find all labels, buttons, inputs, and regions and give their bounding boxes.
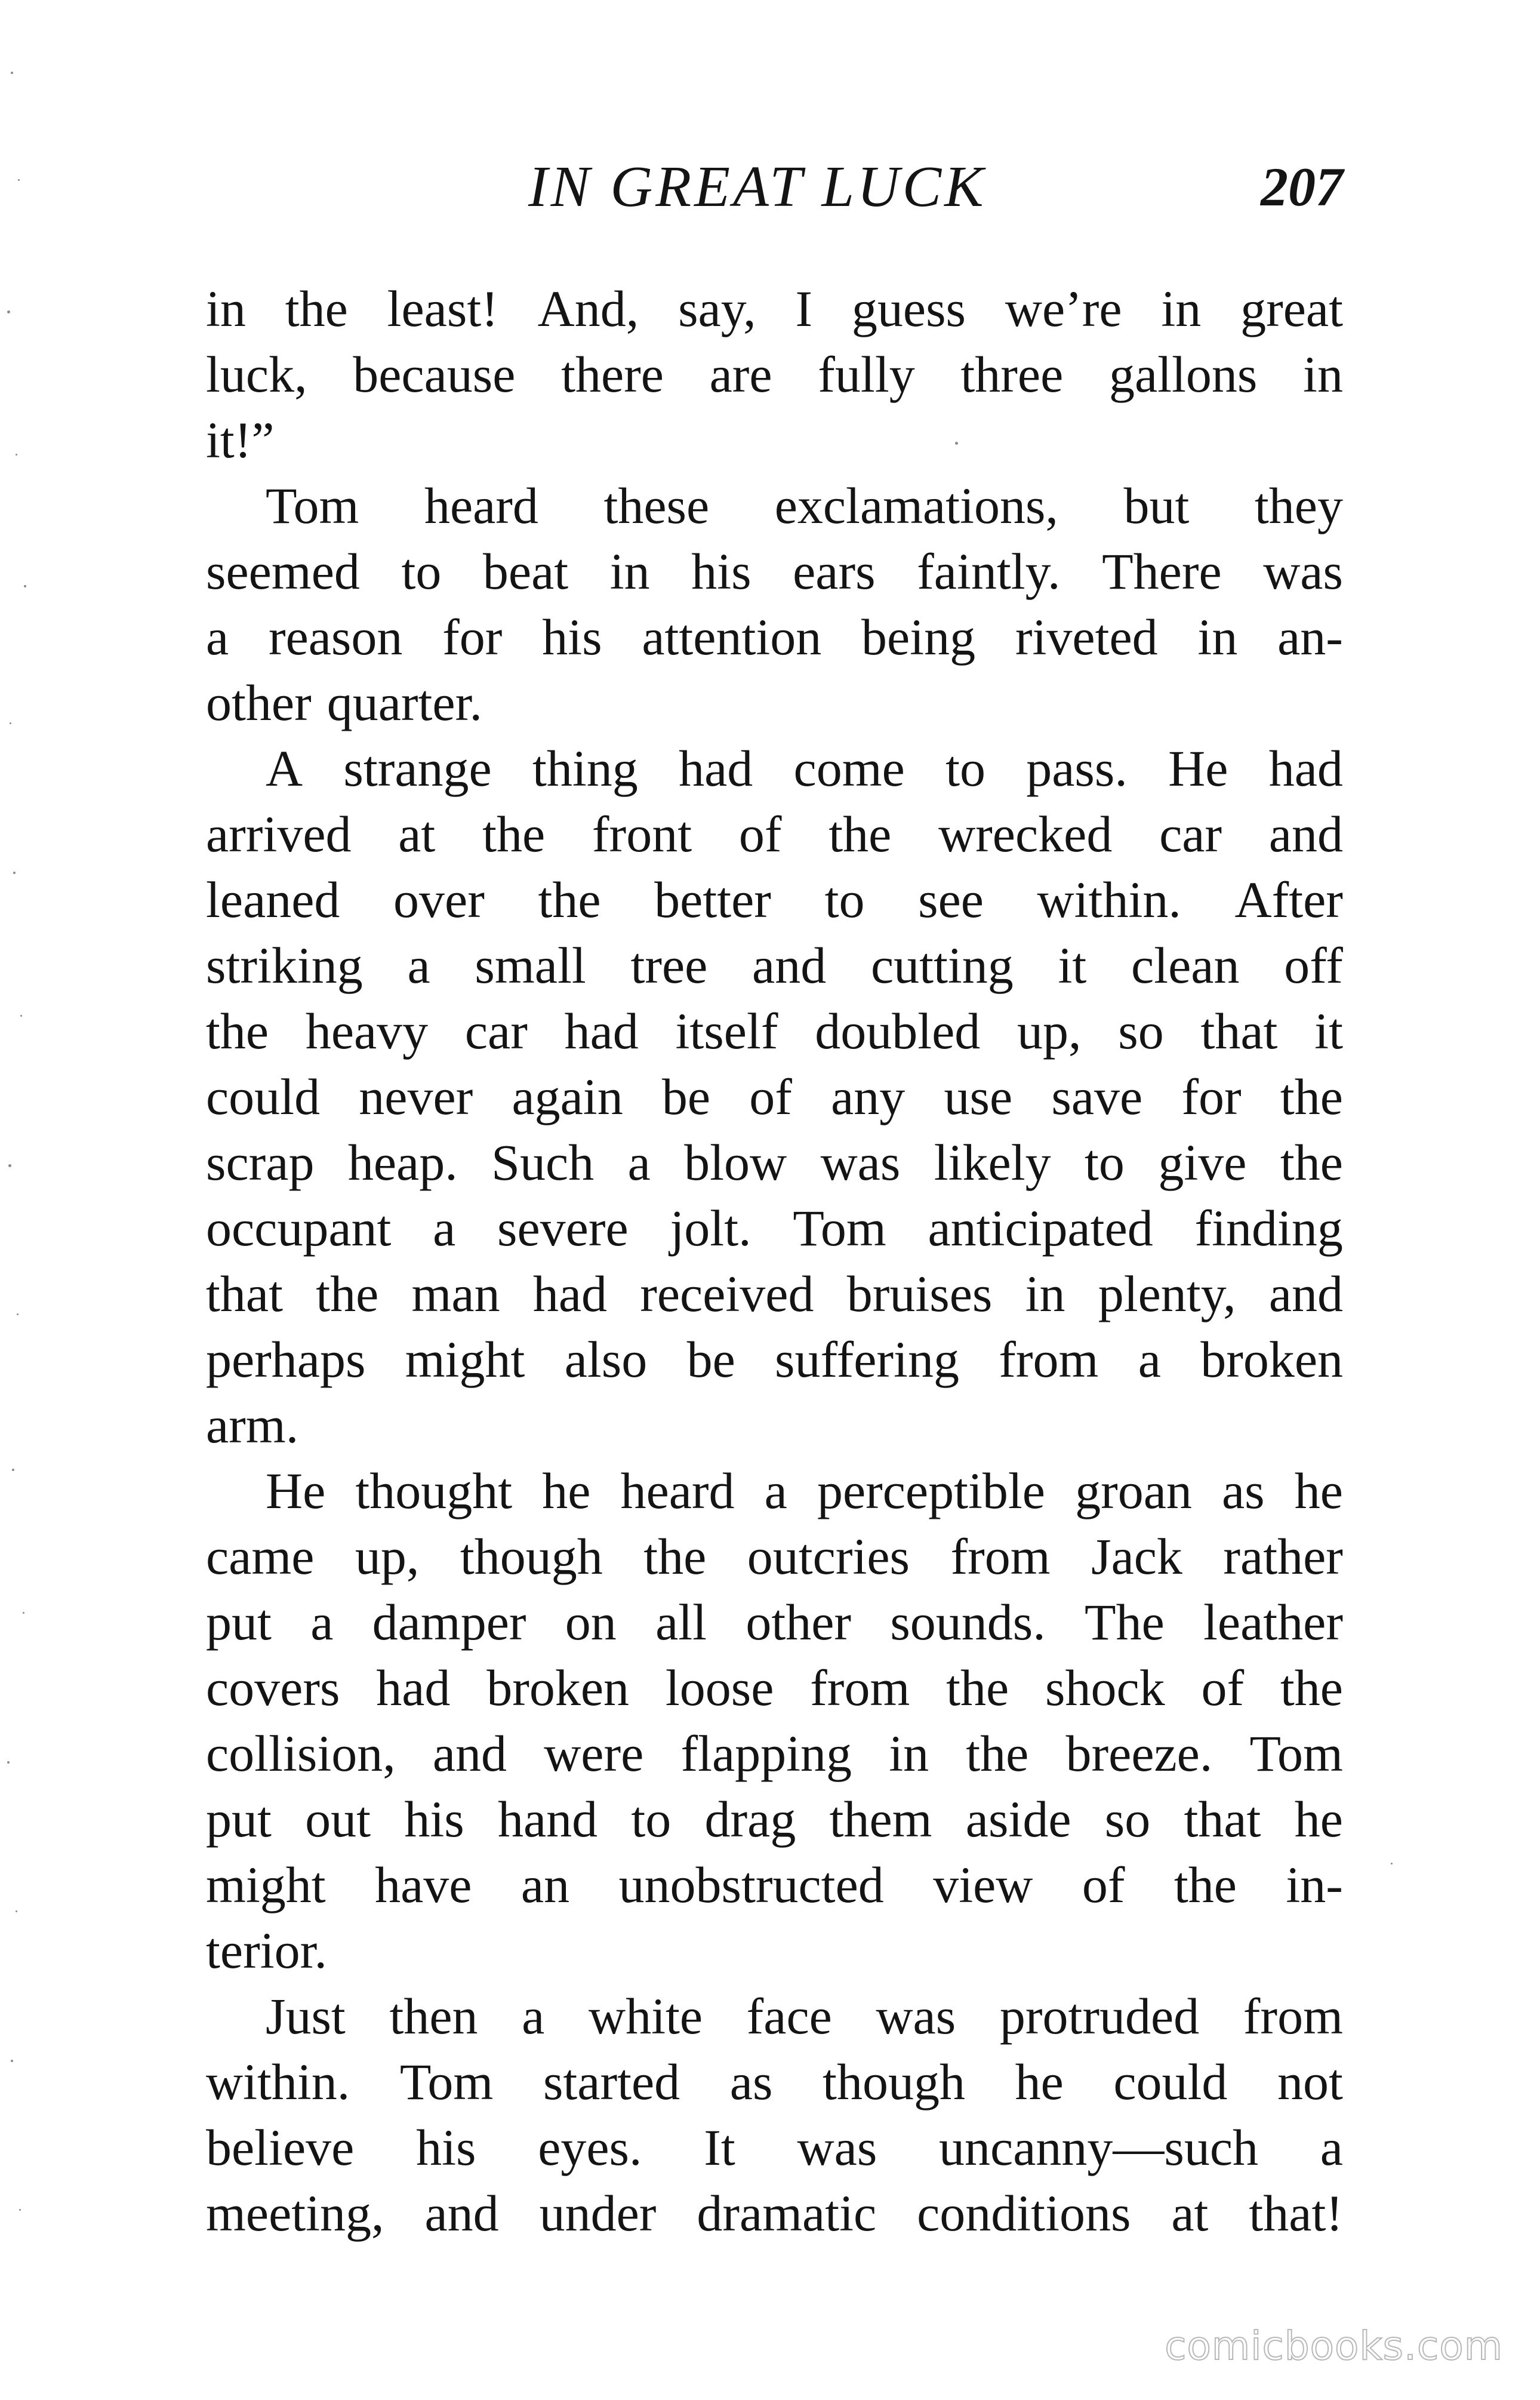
word: heavy <box>305 1002 429 1060</box>
word: guess <box>851 280 966 337</box>
word: for <box>1181 1068 1242 1125</box>
word: might <box>405 1331 525 1388</box>
scan-speck <box>18 179 20 181</box>
running-title: IN GREAT LUCK <box>528 155 987 219</box>
word: plenty, <box>1098 1265 1236 1322</box>
text-line <box>206 604 1343 670</box>
word: it!” <box>206 411 275 469</box>
scan-speck <box>7 310 10 313</box>
word: heard <box>620 1462 735 1519</box>
word: came <box>206 1528 315 1585</box>
word: the <box>538 871 601 928</box>
word: anticipated <box>928 1199 1153 1257</box>
word: put <box>206 1790 272 1848</box>
word: from <box>999 1331 1099 1388</box>
word: attention <box>642 608 822 666</box>
word: at <box>398 805 436 863</box>
word: had <box>1268 740 1343 797</box>
word: shock <box>1045 1659 1165 1716</box>
word: within. <box>206 2053 350 2110</box>
word: had <box>679 740 753 797</box>
word: that! <box>1249 2184 1343 2242</box>
word: beat <box>482 543 569 600</box>
word: conditions <box>917 2184 1131 2242</box>
word: was <box>876 1987 956 2045</box>
word: not <box>1277 2053 1343 2110</box>
word: small <box>475 937 586 994</box>
word: three <box>960 346 1064 403</box>
word: tree <box>630 937 708 994</box>
word: he <box>542 1462 591 1519</box>
word: from <box>810 1659 910 1716</box>
word: of <box>1082 1856 1125 1913</box>
word: to <box>401 543 442 600</box>
word: an <box>520 1856 570 1913</box>
word: a <box>764 1462 787 1519</box>
word: uncanny—such <box>939 2119 1259 2176</box>
word: in <box>1197 608 1238 666</box>
word: we’re <box>1005 280 1122 337</box>
word: front <box>592 805 692 863</box>
word: And, <box>537 280 639 337</box>
scan-speck <box>17 1313 19 1315</box>
word: car <box>1159 805 1222 863</box>
text-line <box>206 2049 1343 2115</box>
word: collision, <box>206 1725 396 1782</box>
word: likely <box>934 1134 1051 1191</box>
text-line <box>206 2115 1343 2180</box>
word: from <box>950 1528 1051 1585</box>
word: man <box>411 1265 500 1322</box>
word: the <box>946 1659 1009 1716</box>
word: faintly. <box>917 543 1061 600</box>
word: striking <box>206 937 363 994</box>
word: Tom <box>266 477 359 534</box>
word: his <box>542 608 602 666</box>
word: a <box>206 608 229 666</box>
text-line <box>206 736 1343 801</box>
word: Tom <box>399 2053 494 2110</box>
word: scrap <box>206 1134 315 1191</box>
word: fully <box>818 346 915 403</box>
word: drag <box>704 1790 796 1848</box>
word: was <box>1263 543 1343 600</box>
word: the <box>966 1725 1029 1782</box>
word: terior. <box>206 1922 327 1979</box>
word: are <box>709 346 772 403</box>
word: could <box>206 1068 321 1125</box>
word: After <box>1234 871 1343 928</box>
word: was <box>820 1134 901 1191</box>
word: as <box>1222 1462 1265 1519</box>
word: though <box>823 2053 965 2110</box>
scan-speck <box>955 442 958 445</box>
word: and <box>1268 805 1343 863</box>
word: there <box>561 346 664 403</box>
word: eyes. <box>538 2119 642 2176</box>
word: up, <box>355 1528 420 1585</box>
word: might <box>206 1856 326 1913</box>
body-text <box>206 276 1343 2246</box>
word: great <box>1240 280 1343 337</box>
word: It <box>704 2119 735 2176</box>
scan-speck <box>16 454 17 456</box>
word: groan <box>1075 1462 1192 1519</box>
text-line <box>206 1918 1343 1983</box>
word: sounds. <box>890 1593 1046 1651</box>
word: again <box>512 1068 623 1125</box>
word: at <box>1171 2184 1209 2242</box>
word: see <box>918 871 984 928</box>
word: Just <box>266 1987 346 2045</box>
word: a <box>627 1134 651 1191</box>
word: itself <box>675 1002 778 1060</box>
word: the <box>1174 1856 1237 1913</box>
word: clean <box>1131 937 1240 994</box>
text-line <box>206 1524 1343 1589</box>
word: say, <box>678 280 756 337</box>
word: broken <box>1200 1331 1343 1388</box>
word: thought <box>355 1462 513 1519</box>
word: leather <box>1203 1593 1343 1651</box>
word: come <box>793 740 905 797</box>
scan-speck <box>7 1761 10 1764</box>
word: to <box>631 1790 672 1848</box>
word: he <box>1294 1462 1343 1519</box>
word: believe <box>206 2119 355 2176</box>
word: a <box>407 937 430 994</box>
word: arm. <box>206 1396 299 1454</box>
word: that <box>1184 1790 1261 1848</box>
word: in <box>889 1725 929 1782</box>
text-line <box>206 933 1343 998</box>
word: loose <box>665 1659 774 1716</box>
text-line <box>206 276 1343 341</box>
text-line <box>206 1852 1343 1918</box>
word: to <box>945 740 985 797</box>
word: I <box>795 280 813 337</box>
word: and <box>1268 1265 1343 1322</box>
word: to <box>824 871 865 928</box>
text-line <box>206 867 1343 933</box>
word: then <box>389 1987 478 2045</box>
word: leaned <box>206 871 340 928</box>
word: the <box>206 1002 269 1060</box>
word: in <box>1161 280 1202 337</box>
word: was <box>797 2119 877 2176</box>
word: started <box>543 2053 680 2110</box>
word: from <box>1243 1987 1343 2045</box>
word: use <box>944 1068 1013 1125</box>
word: the <box>828 805 892 863</box>
word: have <box>375 1856 472 1913</box>
word: his <box>404 1790 464 1848</box>
word: There <box>1102 543 1222 600</box>
word: these <box>603 477 710 534</box>
text-line <box>206 1589 1343 1655</box>
word: A <box>266 740 303 797</box>
word: heap. <box>347 1134 458 1191</box>
watermark-logo: comicbooks.com <box>1165 2323 1503 2369</box>
word: so <box>1104 1790 1151 1848</box>
word: his <box>691 543 751 600</box>
word: over <box>393 871 485 928</box>
word: received <box>640 1265 814 1322</box>
text-line <box>206 1327 1343 1392</box>
word: The <box>1085 1593 1165 1651</box>
word: protruded <box>999 1987 1200 2045</box>
word: the <box>1280 1068 1343 1125</box>
word: it <box>1058 937 1087 994</box>
word: unobstructed <box>618 1856 884 1913</box>
word: gallons <box>1108 346 1258 403</box>
word: had <box>532 1265 607 1322</box>
word: a <box>1138 1331 1161 1388</box>
word: broken <box>486 1659 630 1716</box>
scan-speck <box>11 2060 13 2062</box>
word: He <box>1168 740 1228 797</box>
word: them <box>829 1790 932 1848</box>
word: of <box>1201 1659 1245 1716</box>
word: the <box>316 1265 379 1322</box>
word: in <box>206 280 246 337</box>
scan-speck <box>11 72 13 74</box>
word: to <box>1085 1134 1125 1191</box>
word: also <box>564 1331 648 1388</box>
word: in <box>1025 1265 1065 1322</box>
word: doubled <box>815 1002 981 1060</box>
word: had <box>564 1002 639 1060</box>
word: flapping <box>680 1725 852 1782</box>
word: it <box>1314 1002 1343 1060</box>
text-line <box>206 1392 1343 1458</box>
word: damper <box>372 1593 526 1651</box>
scan-speck <box>12 1469 14 1471</box>
scan-speck <box>8 1164 11 1167</box>
word: exclamations, <box>774 477 1058 534</box>
word: aside <box>965 1790 1071 1848</box>
word: in <box>609 543 650 600</box>
word: jolt. <box>670 1199 751 1257</box>
word: covers <box>206 1659 340 1716</box>
text-line <box>206 473 1343 539</box>
word: he <box>1015 2053 1064 2110</box>
page-number: 207 <box>1261 156 1343 217</box>
text-line <box>206 1130 1343 1195</box>
word: be <box>686 1331 735 1388</box>
text-line <box>206 1458 1343 1524</box>
word: breeze. <box>1065 1725 1213 1782</box>
word: perceptible <box>817 1462 1045 1519</box>
word: the <box>1280 1659 1343 1716</box>
page-header <box>206 154 1343 220</box>
word: give <box>1158 1134 1247 1191</box>
text-line <box>206 1721 1343 1786</box>
word: that <box>1200 1002 1278 1060</box>
word: and <box>752 937 827 994</box>
word: dramatic <box>697 2184 877 2242</box>
word: he <box>1294 1790 1343 1848</box>
word: thing <box>532 740 638 797</box>
word: up, <box>1017 1002 1082 1060</box>
word: out <box>305 1790 371 1848</box>
word: luck, <box>206 346 307 403</box>
word: quarter. <box>327 674 482 731</box>
word: occupant <box>206 1199 392 1257</box>
word: under <box>539 2184 657 2242</box>
word: as <box>729 2053 773 2110</box>
word: for <box>442 608 503 666</box>
word: off <box>1284 937 1343 994</box>
scan-speck <box>19 2209 21 2211</box>
text-line <box>206 407 1343 473</box>
word: of <box>738 805 782 863</box>
word: they <box>1254 477 1343 534</box>
scan-speck <box>1391 1863 1393 1864</box>
word: could <box>1113 2053 1228 2110</box>
word: of <box>749 1068 792 1125</box>
scan-speck <box>16 1910 17 1912</box>
word: a <box>433 1199 456 1257</box>
word: perhaps <box>206 1331 366 1388</box>
word: the <box>482 805 546 863</box>
word: Jack <box>1091 1528 1182 1585</box>
word: a <box>522 1987 545 2045</box>
text-line <box>206 670 1343 736</box>
word: all <box>655 1593 707 1651</box>
word: in- <box>1286 1856 1343 1913</box>
word: his <box>416 2119 476 2176</box>
word: reason <box>268 608 403 666</box>
word: cutting <box>870 937 1014 994</box>
word: meeting, <box>206 2184 384 2242</box>
word: bruises <box>846 1265 993 1322</box>
word: so <box>1118 1002 1164 1060</box>
word: Tom <box>1249 1725 1343 1782</box>
word: the <box>643 1528 707 1585</box>
word: blow <box>684 1134 787 1191</box>
text-line <box>206 1261 1343 1327</box>
word: save <box>1051 1068 1143 1125</box>
word: hand <box>497 1790 598 1848</box>
word: heard <box>424 477 538 534</box>
word: Tom <box>793 1199 886 1257</box>
word: riveted <box>1015 608 1158 666</box>
text-line <box>206 1655 1343 1721</box>
word: pass. <box>1026 740 1128 797</box>
word: better <box>654 871 771 928</box>
scan-speck <box>20 1015 22 1017</box>
text-line <box>206 1064 1343 1130</box>
word: finding <box>1194 1199 1343 1257</box>
word: put <box>206 1593 272 1651</box>
word: other <box>746 1593 852 1651</box>
word: Such <box>491 1134 595 1191</box>
word: outcries <box>747 1528 910 1585</box>
scan-speck <box>24 585 26 587</box>
text-line <box>206 2180 1343 2246</box>
word: arrived <box>206 805 352 863</box>
word: ears <box>793 543 876 600</box>
word: face <box>746 1987 832 2045</box>
word: never <box>359 1068 473 1125</box>
word: He <box>266 1462 326 1519</box>
word: were <box>544 1725 644 1782</box>
word: the <box>1280 1134 1343 1191</box>
word: wrecked <box>938 805 1113 863</box>
text-line <box>206 1195 1343 1261</box>
word: in <box>1303 346 1343 403</box>
scan-speck <box>13 872 16 874</box>
word: severe <box>497 1199 629 1257</box>
scan-speck <box>10 722 11 724</box>
word: car <box>464 1002 528 1060</box>
text-line <box>206 1786 1343 1852</box>
word: but <box>1123 477 1190 534</box>
text-line <box>206 539 1343 604</box>
word: white <box>588 1987 703 2045</box>
word: that <box>206 1265 283 1322</box>
word: rather <box>1223 1528 1343 1585</box>
word: least! <box>387 280 498 337</box>
word: a <box>1320 2119 1343 2176</box>
word: view <box>933 1856 1033 1913</box>
word: though <box>460 1528 603 1585</box>
word: and <box>424 2184 499 2242</box>
text-line <box>206 801 1343 867</box>
word: because <box>353 346 516 403</box>
word: within. <box>1037 871 1181 928</box>
word: on <box>565 1593 617 1651</box>
word: a <box>310 1593 334 1651</box>
word: had <box>376 1659 451 1716</box>
word: strange <box>343 740 492 797</box>
text-line <box>206 341 1343 407</box>
word: be <box>661 1068 711 1125</box>
word: seemed <box>206 543 360 600</box>
word: suffering <box>775 1331 959 1388</box>
word: any <box>831 1068 905 1125</box>
word: other <box>206 674 312 731</box>
word: and <box>432 1725 507 1782</box>
word: an- <box>1277 608 1343 666</box>
text-line <box>206 1983 1343 2049</box>
word: being <box>861 608 976 666</box>
word: the <box>285 280 348 337</box>
text-line <box>206 998 1343 1064</box>
scan-speck <box>23 1612 24 1614</box>
